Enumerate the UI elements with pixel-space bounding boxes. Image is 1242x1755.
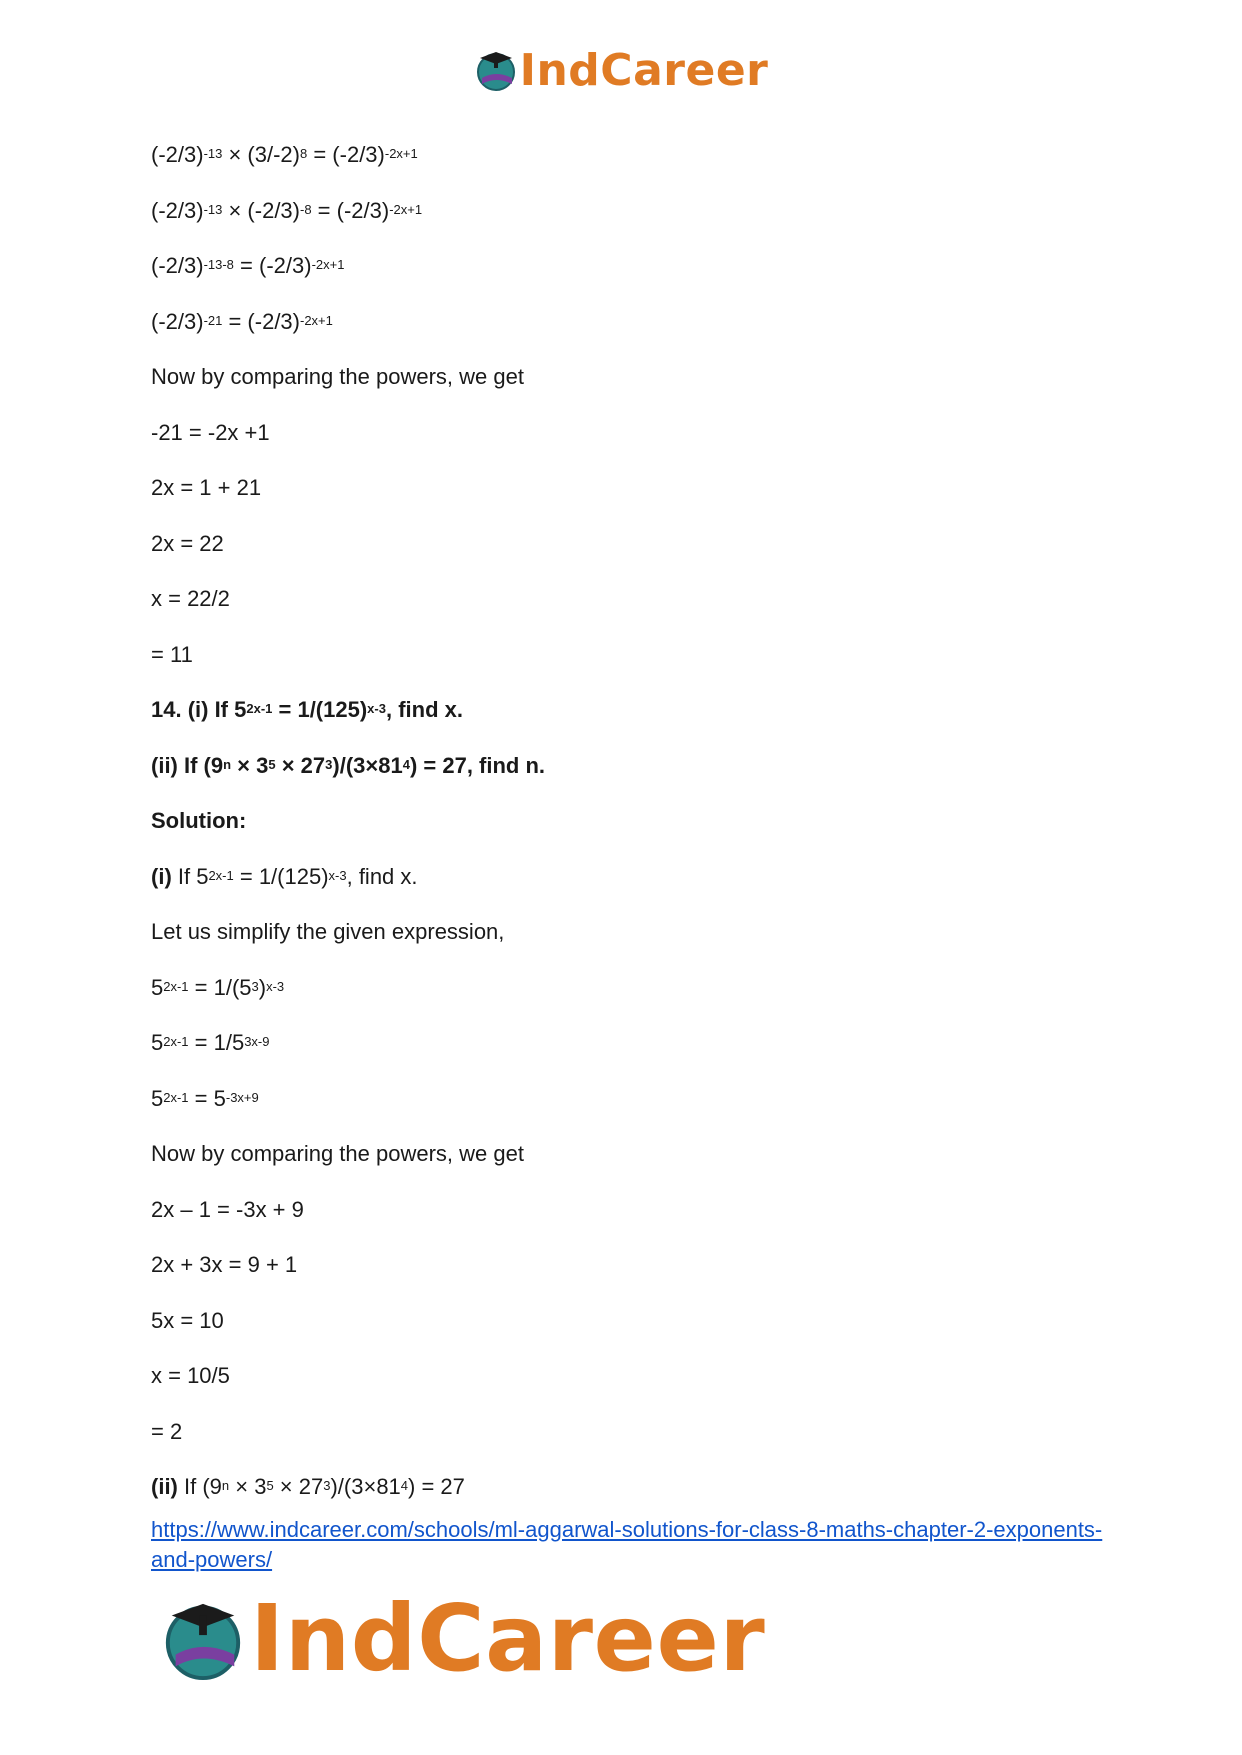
text-run: Now by comparing the powers, we get [151, 364, 524, 389]
text-run: 2x – 1 = -3x + 9 [151, 1196, 304, 1222]
superscript: 3 [251, 978, 259, 994]
text-line [151, 196, 1111, 226]
superscript: 2x-1 [246, 701, 273, 716]
text-run: Now by comparing the powers, we get [151, 1141, 524, 1166]
superscript: -8 [300, 201, 312, 217]
text-line [151, 1417, 1111, 1447]
superscript: -2x+1 [389, 201, 423, 217]
text-run: (-2/3) [151, 253, 204, 278]
text-line [151, 307, 1111, 337]
document-body [151, 140, 1111, 1504]
text-run: ) = 27, find n. [409, 752, 546, 778]
text-run: = (-2/3) [311, 197, 390, 223]
text-run: , find x. [385, 697, 463, 722]
superscript: n [221, 1478, 230, 1493]
text-run: × (-2/3) [222, 197, 300, 223]
superscript: 4 [402, 756, 410, 772]
superscript: -2x+1 [384, 146, 418, 161]
text-line [151, 917, 1111, 947]
text-run: x = 10/5 [151, 1363, 230, 1388]
text-run: = 2 [151, 1418, 183, 1444]
bold-label: (ii) [151, 1474, 178, 1499]
text-line [151, 1472, 1111, 1502]
footer-brand-name: IndCareer [250, 1585, 766, 1692]
superscript: -2x+1 [300, 312, 333, 328]
superscript: 5 [266, 1478, 274, 1493]
superscript: -13 [203, 201, 223, 217]
text-run: = 1/5 [188, 1030, 245, 1055]
text-run: (-2/3) [151, 308, 204, 334]
text-run: ) [258, 974, 267, 1000]
text-line [151, 640, 1111, 670]
text-run: (-2/3) [151, 142, 204, 167]
text-run: × 3 [231, 752, 269, 778]
text-line [151, 973, 1111, 1003]
text-run: ) = 27 [408, 1474, 465, 1499]
superscript: 2x-1 [208, 867, 234, 883]
superscript: 3x-9 [244, 1034, 270, 1049]
text-run: 2x = 1 + 21 [151, 475, 262, 500]
brand-name: IndCareer [519, 44, 769, 96]
superscript: 3 [323, 1478, 331, 1493]
superscript: 8 [300, 146, 308, 161]
superscript: 3 [325, 756, 333, 772]
text-run: 2x + 3x = 9 + 1 [151, 1252, 298, 1277]
text-line [151, 1028, 1111, 1058]
text-line [151, 140, 1111, 170]
text-run: Let us simplify the given expression, [151, 919, 505, 944]
globe-book-icon [160, 1596, 246, 1682]
header-logo [0, 40, 1242, 100]
superscript: -2x+1 [311, 257, 345, 272]
superscript: x-3 [328, 867, 347, 883]
text-run: 2x = 22 [151, 530, 224, 556]
text-line [151, 1250, 1111, 1280]
text-line [151, 695, 1111, 725]
text-line [151, 251, 1111, 281]
text-line [151, 1306, 1111, 1336]
text-run: 5x = 10 [151, 1307, 224, 1333]
text-line [151, 529, 1111, 559]
text-run: = (-2/3) [233, 253, 312, 278]
text-line [151, 1195, 1111, 1225]
superscript: -13-8 [203, 257, 234, 272]
superscript: 4 [400, 1478, 409, 1493]
text-line [151, 362, 1111, 392]
footer-logo [160, 1585, 765, 1692]
text-line [151, 1139, 1111, 1169]
source-link[interactable]: https://www.indcareer.com/schools/ml-aggarwal-solutions-for-class-8-maths-chapter-2-exponents-and-powers/ [151, 1517, 1103, 1572]
text-line [151, 806, 1111, 836]
text-run: (-2/3) [151, 197, 204, 223]
superscript: -21 [203, 312, 223, 328]
text-run: × 3 [229, 1474, 267, 1499]
text-run: )/(3×81 [332, 752, 403, 778]
text-run: -21 = -2x +1 [151, 419, 270, 445]
text-run: If (9 [177, 1474, 222, 1499]
text-line [151, 1361, 1111, 1391]
text-run: 5 [151, 1085, 164, 1111]
text-run: = (-2/3) [222, 308, 300, 334]
text-line [151, 418, 1111, 448]
superscript: n [223, 756, 232, 772]
text-run: × 27 [275, 752, 326, 778]
text-run: × 27 [273, 1474, 324, 1499]
superscript: 5 [268, 756, 276, 772]
text-line [151, 473, 1111, 503]
text-line [151, 751, 1111, 781]
superscript: x-3 [266, 978, 285, 994]
superscript: -13 [203, 146, 223, 161]
text-run: = 1/(125) [233, 863, 329, 889]
text-run: (ii) If (9 [151, 752, 224, 778]
globe-book-icon [474, 48, 518, 92]
text-line [151, 1084, 1111, 1114]
bold-label: (i) [151, 863, 172, 889]
text-run: )/(3×81 [330, 1474, 401, 1499]
brand-logo [474, 45, 769, 96]
text-line [151, 862, 1111, 892]
text-run: 14. (i) If 5 [151, 697, 247, 722]
superscript: 2x-1 [163, 978, 189, 994]
text-run: 5 [151, 1030, 164, 1055]
superscript: 2x-1 [163, 1089, 189, 1105]
superscript: -3x+9 [225, 1089, 259, 1105]
text-run: × (3/-2) [222, 142, 300, 167]
text-run: , find x. [346, 863, 418, 889]
text-run: = 1/(125) [272, 697, 368, 722]
text-run: = (-2/3) [307, 142, 385, 167]
text-run: = 11 [151, 641, 193, 667]
text-run: x = 22/2 [151, 586, 230, 611]
text-run: If 5 [171, 863, 209, 889]
text-line [151, 584, 1111, 614]
text-run: = 1/(5 [188, 974, 252, 1000]
text-run: = 5 [188, 1085, 226, 1111]
text-run: 5 [151, 974, 164, 1000]
text-run: Solution: [151, 808, 247, 833]
superscript: x-3 [367, 701, 386, 716]
superscript: 2x-1 [163, 1034, 189, 1049]
